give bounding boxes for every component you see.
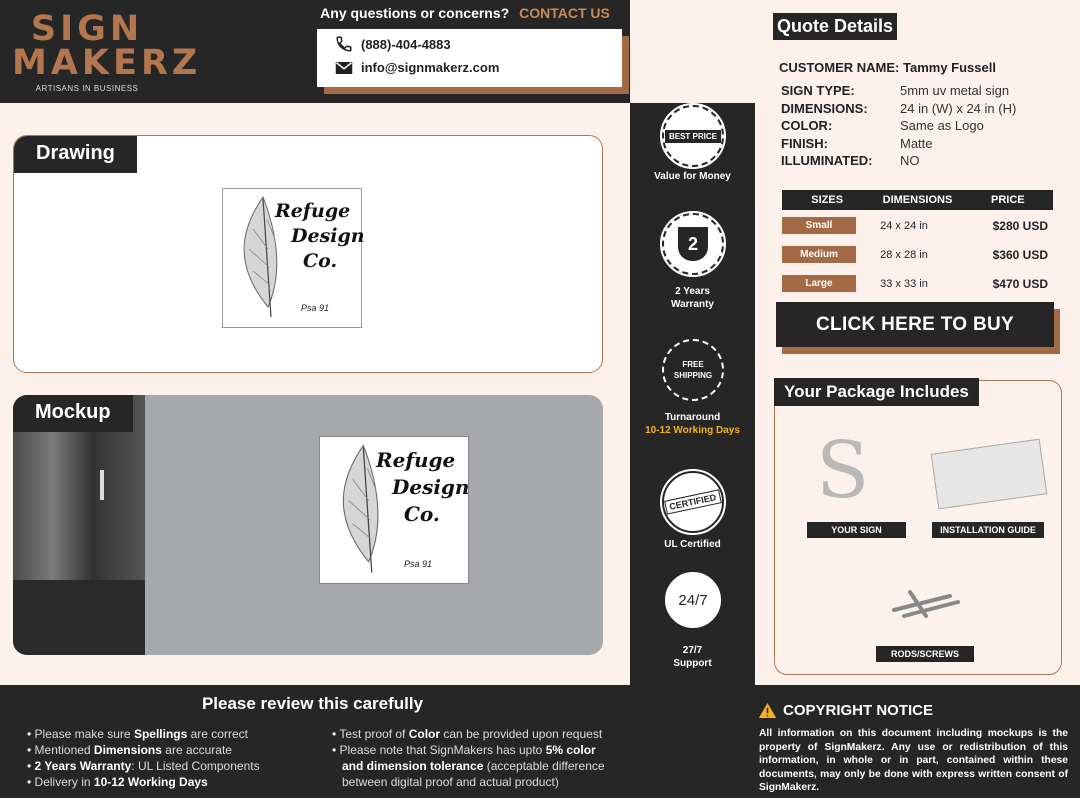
logo-line-1: SIGN bbox=[30, 9, 144, 49]
customer-name: Tammy Fussell bbox=[903, 60, 996, 75]
screws-icon bbox=[890, 588, 962, 618]
turnaround-label: Turnaround 10-12 Working Days bbox=[645, 412, 740, 436]
buy-button[interactable]: CLICK HERE TO BUY bbox=[776, 302, 1054, 347]
warranty-label: 2 Years Warranty bbox=[671, 286, 714, 310]
spec-sign-type: SIGN TYPE: 5mm uv metal sign bbox=[781, 83, 1010, 98]
door-handle-icon bbox=[100, 470, 104, 500]
phone-number: (888)-404-4883 bbox=[361, 36, 451, 52]
quote-title: Quote Details bbox=[773, 13, 897, 40]
list-item: • 2 Years Warranty: UL Listed Components bbox=[27, 758, 260, 774]
contact-box bbox=[317, 29, 622, 87]
phone-row[interactable] bbox=[335, 35, 451, 53]
customer-label: CUSTOMER NAME: bbox=[779, 60, 900, 75]
spec-illuminated: ILLUMINATED: NO bbox=[781, 153, 920, 169]
art-line-2: Design bbox=[291, 225, 365, 247]
copyright-title: COPYRIGHT NOTICE bbox=[758, 702, 933, 719]
review-title: Please review this carefully bbox=[201, 694, 424, 713]
brand-logo[interactable] bbox=[12, 9, 202, 83]
drawing-title: Drawing bbox=[14, 136, 137, 173]
mail-icon bbox=[335, 61, 353, 75]
mockup-title: Mockup bbox=[13, 395, 133, 432]
mockup-card bbox=[13, 395, 603, 655]
list-item: • Mentioned Dimensions are accurate bbox=[27, 742, 260, 758]
size-row-medium[interactable]: Medium 28 x 28 in $360 USD bbox=[782, 245, 1053, 265]
art-reference: Psa 91 bbox=[301, 303, 330, 313]
drawing-artwork[interactable] bbox=[222, 188, 365, 328]
warning-icon bbox=[758, 702, 777, 719]
questions-line bbox=[310, 5, 620, 21]
size-table-header bbox=[782, 190, 1053, 210]
list-item: • Please make sure Spellings are correct bbox=[27, 726, 260, 742]
email-address: info@signmakerz.com bbox=[361, 60, 500, 75]
col-price: PRICE bbox=[991, 194, 1025, 206]
col-sizes: SIZES bbox=[811, 194, 844, 206]
questions-text: Any questions or concerns? bbox=[320, 5, 510, 21]
spec-color: COLOR: Same as Logo bbox=[781, 118, 984, 134]
package-item-screws: RODS/SCREWS bbox=[876, 646, 974, 662]
col-dimensions: DIMENSIONS bbox=[882, 194, 953, 206]
art-line-2: Design bbox=[392, 475, 470, 499]
size-row-large[interactable]: Large 33 x 33 in $470 USD bbox=[782, 274, 1053, 294]
package-title: Your Package Includes bbox=[774, 378, 979, 406]
package-item-guide: INSTALLATION GUIDE bbox=[932, 522, 1044, 538]
list-item: • Please note that SignMakers has upto 5% color and dimension tolerance (acceptable difference between digital proof and actual product) bbox=[332, 742, 632, 790]
certified-icon: CERTIFIED bbox=[662, 471, 724, 533]
support-icon: 24/7 bbox=[662, 569, 724, 631]
phone-icon bbox=[335, 35, 353, 53]
ul-certified-label: UL Certified bbox=[664, 539, 721, 550]
size-row-small[interactable]: Small 24 x 24 in $280 USD bbox=[782, 216, 1053, 236]
sign-letter-icon: S bbox=[816, 426, 870, 516]
value-for-money-label: Value for Money bbox=[654, 171, 731, 182]
art-line-3: Co. bbox=[303, 250, 338, 272]
copyright-body: All information on this document including mockups is the property of SignMakerz. Any use or redistribution of this information, in whole or in part, contained within these documents, may only be done with express written consent of SignMakerz. bbox=[759, 728, 1068, 794]
logo-line-2: MAKERZ bbox=[12, 43, 202, 83]
spec-finish: FINISH: Matte bbox=[781, 135, 933, 151]
features-column bbox=[630, 103, 755, 685]
review-list-left bbox=[27, 726, 260, 790]
email-row[interactable] bbox=[335, 60, 499, 75]
brand-tagline: ARTISANS IN BUSINESS bbox=[35, 84, 139, 93]
best-price-icon: BEST PRICE bbox=[662, 105, 724, 167]
art-line-1: Refuge bbox=[376, 448, 456, 472]
spec-dimensions: DIMENSIONS: 24 in (W) x 24 in (H) bbox=[781, 100, 1017, 116]
warranty-icon: 2 bbox=[662, 213, 724, 275]
art-line-1: Refuge bbox=[275, 200, 351, 222]
package-item-sign: YOUR SIGN bbox=[807, 522, 906, 538]
list-item: • Test proof of Color can be provided upon request bbox=[332, 726, 632, 742]
support-label: 27/7 Support bbox=[673, 645, 712, 669]
art-reference: Psa 91 bbox=[404, 559, 433, 569]
free-shipping-icon: FREE SHIPPING bbox=[662, 339, 724, 401]
mockup-floor bbox=[13, 580, 145, 655]
contact-us-link[interactable]: CONTACT US bbox=[519, 5, 610, 21]
mockup-artwork[interactable] bbox=[319, 436, 469, 584]
art-line-3: Co. bbox=[404, 502, 440, 526]
review-list-right bbox=[332, 726, 632, 790]
list-item: • Delivery in 10-12 Working Days bbox=[27, 774, 260, 790]
customer-line bbox=[779, 60, 996, 75]
